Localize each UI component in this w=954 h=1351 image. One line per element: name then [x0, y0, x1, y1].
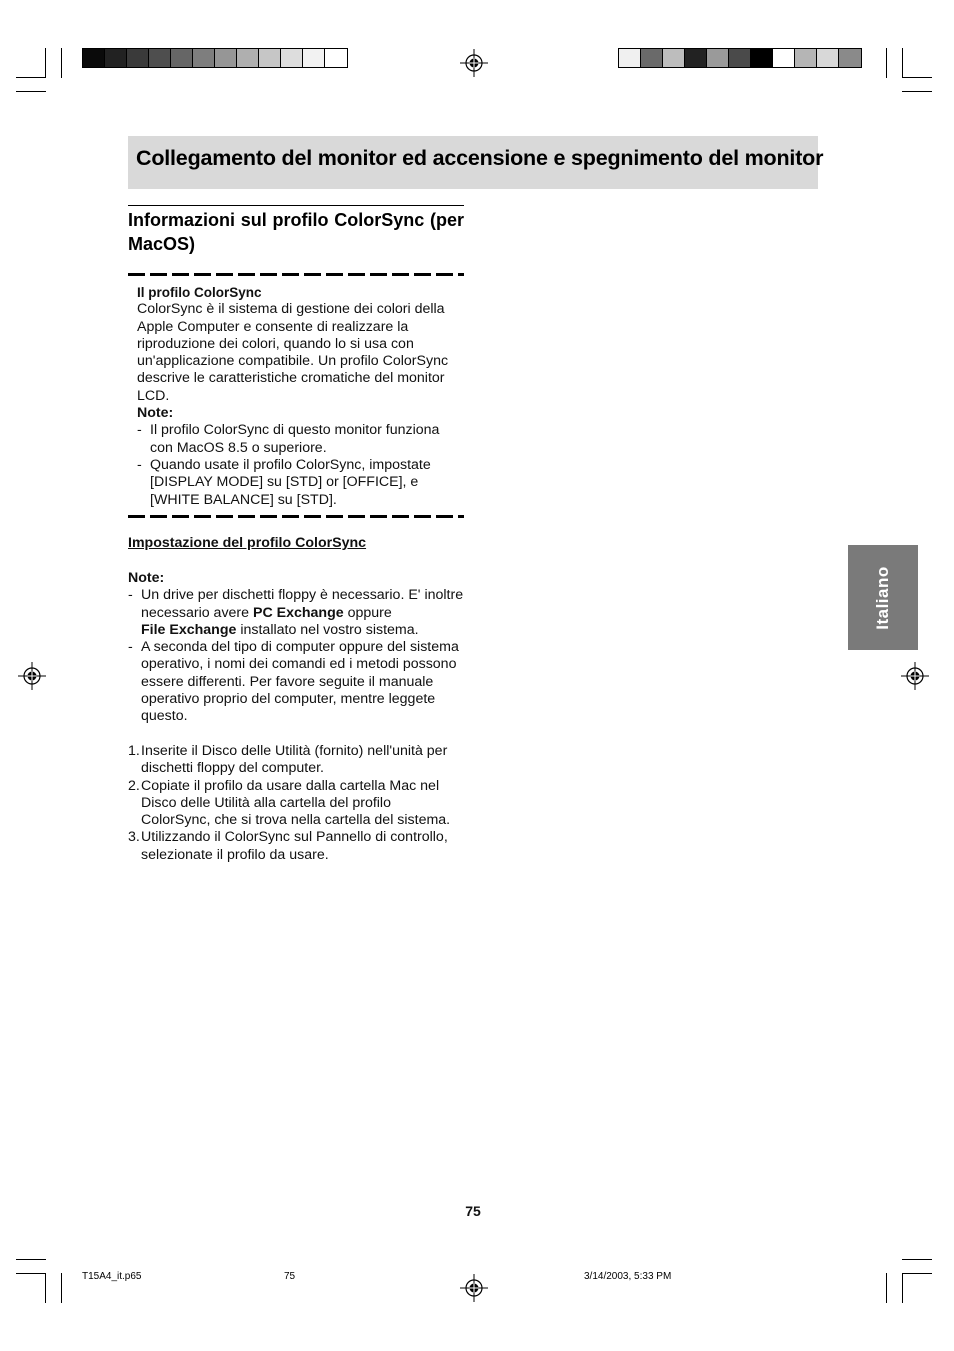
crop-mark — [902, 77, 932, 78]
color-swatch — [751, 49, 773, 67]
crop-mark — [902, 48, 903, 78]
color-swatch — [795, 49, 817, 67]
grayscale-bar-right — [618, 48, 862, 68]
crop-mark — [902, 1259, 932, 1260]
setup-note: - A seconda del tipo di computer oppure del sistema operativo, i nomi dei comandi ed i metodi possono essere differenti. Per favore seguite il manuale operativo proprio del computer, mentre leggete questo. — [128, 639, 459, 725]
color-swatch — [773, 49, 795, 67]
registration-mark-icon — [900, 661, 930, 691]
color-swatch — [83, 49, 105, 67]
color-swatch — [149, 49, 171, 67]
chapter-header — [128, 136, 824, 189]
crop-mark — [886, 48, 887, 78]
grayscale-bar-left — [82, 48, 348, 68]
color-swatch — [325, 49, 347, 67]
registration-mark-icon — [17, 661, 47, 691]
color-swatch — [685, 49, 707, 67]
setup-notes — [128, 570, 464, 726]
color-swatch — [171, 49, 193, 67]
language-tab — [848, 545, 918, 650]
info-box-note: - Il profilo ColorSync di questo monitor funziona con MacOS 8.5 o superiore. — [137, 422, 440, 456]
footer-datetime: 3/14/2003, 5:33 PM — [584, 1271, 672, 1282]
color-swatch — [281, 49, 303, 67]
step-item: 2. Copiate il profilo da usare dalla cartella Mac nel Disco delle Utilità alla cartella del profilo ColorSync, che si trova nella cartella del sistema. — [128, 777, 451, 829]
color-swatch — [259, 49, 281, 67]
crop-mark — [16, 77, 46, 78]
color-swatch — [707, 49, 729, 67]
crop-mark — [61, 48, 62, 78]
color-swatch — [215, 49, 237, 67]
color-swatch — [303, 49, 325, 67]
color-swatch — [663, 49, 685, 67]
info-box-note: - Quando usate il profilo ColorSync, impostate [DISPLAY MODE] su [STD] or [OFFICE], e [WHITE BALANCE] su [STD]. — [137, 456, 431, 508]
step-item: 1. Inserite il Disco delle Utilità (fornito) nell'unità per dischetti floppy del computer. — [128, 743, 448, 777]
crop-mark — [45, 48, 46, 78]
footer-filename: T15A4_it.p65 — [82, 1271, 142, 1282]
subsection-heading: Impostazione del profilo ColorSync — [128, 535, 367, 551]
crop-mark — [886, 1273, 887, 1303]
page-number: 75 — [465, 1203, 481, 1219]
info-box-body: ColorSync è il sistema di gestione dei colori della Apple Computer e consente di realizzare la riproduzione dei colori, quando lo si usa con un'applicazione compatibile. Un profilo ColorSync descrive le caratteristiche cromatiche del monitor LCD. — [137, 301, 449, 404]
color-swatch — [641, 49, 663, 67]
color-swatch — [105, 49, 127, 67]
step-item: 3. Utilizzando il ColorSync sul Pannello di controllo, selezionate il profilo da usare. — [128, 829, 448, 863]
color-swatch — [839, 49, 861, 67]
crop-mark — [16, 1259, 46, 1260]
dashed-divider-top — [128, 273, 464, 276]
crop-mark — [902, 91, 932, 92]
crop-mark — [16, 91, 46, 92]
crop-mark — [61, 1273, 62, 1303]
section-rule — [128, 205, 464, 206]
registration-mark-icon — [459, 1273, 489, 1303]
chapter-title: Collegamento del monitor ed accensione e spegnimento del monitor — [136, 146, 824, 170]
color-swatch — [619, 49, 641, 67]
crop-mark — [902, 1273, 932, 1274]
info-box — [137, 284, 462, 509]
crop-mark — [902, 1273, 903, 1303]
section-title: Informazioni sul profilo ColorSync (per MacOS) — [128, 210, 464, 254]
footer-page: 75 — [284, 1271, 296, 1282]
setup-note-label: Note: — [128, 570, 165, 586]
crop-mark — [16, 1273, 46, 1274]
color-swatch — [817, 49, 839, 67]
setup-note: - Un drive per dischetti floppy è necessario. E' inoltre necessario avere PC Exchange oppure File Exchange installato nel vostro sistema. — [128, 587, 464, 638]
color-swatch — [127, 49, 149, 67]
registration-mark-icon — [459, 48, 489, 78]
dashed-divider-bottom — [128, 515, 464, 518]
crop-mark — [45, 1273, 46, 1303]
setup-steps — [128, 743, 464, 864]
info-box-heading: Il profilo ColorSync — [137, 285, 262, 300]
color-swatch — [237, 49, 259, 67]
color-swatch — [193, 49, 215, 67]
info-box-note-label: Note: — [137, 405, 174, 422]
language-tab-label: Italiano — [873, 565, 892, 630]
color-swatch — [729, 49, 751, 67]
